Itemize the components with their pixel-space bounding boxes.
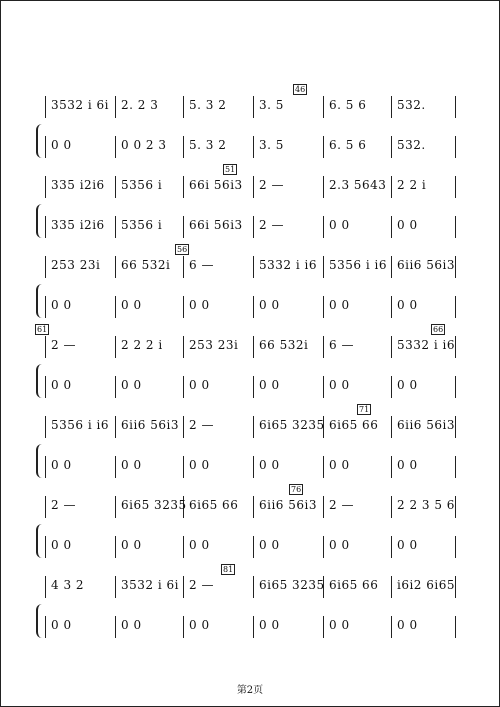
measure-notes: i6i2 6i65 — [397, 578, 456, 592]
bar-line — [115, 296, 116, 318]
bar-line — [183, 536, 184, 558]
bar-line — [455, 176, 456, 198]
bar-line — [183, 416, 184, 438]
upper-staff — [45, 416, 455, 438]
rehearsal-mark: 61 — [37, 325, 48, 334]
bar-line — [391, 376, 392, 398]
measure-notes: 6i65 66 — [189, 498, 239, 512]
bar-line — [115, 576, 116, 598]
bar-line — [455, 256, 456, 278]
bar-line — [455, 296, 456, 318]
bar-line — [115, 136, 116, 158]
bar-line — [391, 136, 392, 158]
measure-notes: 0 0 — [329, 218, 350, 232]
measure-notes: 0 0 — [259, 538, 280, 552]
measure-notes: 66i 56i3 — [189, 178, 243, 192]
bar-line — [183, 96, 184, 118]
upper-staff — [45, 256, 455, 278]
bar-line — [253, 416, 254, 438]
bar-line — [115, 416, 116, 438]
measure-notes: 5. 3 2 — [189, 98, 227, 112]
bar-line — [45, 256, 46, 278]
bar-line — [183, 376, 184, 398]
bar-line — [253, 216, 254, 238]
bar-line — [323, 96, 324, 118]
upper-staff — [45, 336, 455, 358]
rehearsal-mark: 46 — [295, 85, 306, 94]
bar-line — [115, 496, 116, 518]
measure-notes: 6i65 3235 — [259, 578, 325, 592]
measure-notes: 6ii6 56i3 — [397, 418, 456, 432]
measure-notes: 0 0 — [51, 138, 72, 152]
bar-line — [455, 336, 456, 358]
bar-line — [323, 456, 324, 478]
bar-line — [45, 456, 46, 478]
bar-line — [45, 336, 46, 358]
bar-line — [455, 496, 456, 518]
bar-line — [323, 176, 324, 198]
measure-notes: 2 2 i — [397, 178, 427, 192]
measure-notes: 5332 i i6 — [397, 338, 455, 352]
bar-line — [115, 616, 116, 638]
measure-notes: 335 i2i6 — [51, 218, 105, 232]
bar-line — [253, 576, 254, 598]
rehearsal-mark: 76 — [291, 485, 302, 494]
bar-line — [455, 576, 456, 598]
bar-line — [45, 96, 46, 118]
measure-notes: 0 0 — [397, 458, 418, 472]
measure-notes: 335 i2i6 — [51, 178, 105, 192]
bar-line — [253, 136, 254, 158]
bar-line — [253, 496, 254, 518]
measure-notes: 0 0 — [259, 618, 280, 632]
bar-line — [323, 616, 324, 638]
bar-line — [391, 616, 392, 638]
measure-notes: 6ii6 56i3 — [259, 498, 318, 512]
bar-line — [323, 136, 324, 158]
bar-line — [183, 576, 184, 598]
lower-staff — [45, 616, 455, 638]
measure-notes: 0 0 — [397, 378, 418, 392]
bar-line — [183, 296, 184, 318]
bar-line — [455, 216, 456, 238]
bar-line — [183, 136, 184, 158]
bar-line — [45, 416, 46, 438]
measure-notes: 0 0 — [329, 618, 350, 632]
bar-line — [391, 336, 392, 358]
measure-notes: 253 23i — [51, 258, 101, 272]
bar-line — [253, 336, 254, 358]
measure-notes: 0 0 — [121, 618, 142, 632]
measure-notes: 0 0 — [397, 298, 418, 312]
measure-notes: 3532 i 6i — [51, 98, 109, 112]
bar-line — [115, 536, 116, 558]
lower-staff — [45, 296, 455, 318]
measure-notes: 2 — — [51, 498, 76, 512]
bar-line — [183, 176, 184, 198]
bar-line — [253, 256, 254, 278]
bar-line — [45, 296, 46, 318]
bar-line — [391, 496, 392, 518]
bar-line — [455, 136, 456, 158]
measure-notes: 0 0 — [329, 378, 350, 392]
bar-line — [391, 176, 392, 198]
measure-notes: 5356 i i6 — [329, 258, 387, 272]
measure-notes: 5. 3 2 — [189, 138, 227, 152]
measure-notes: 3. 5 — [259, 98, 284, 112]
bar-line — [391, 416, 392, 438]
measure-notes: 0 0 — [397, 618, 418, 632]
lower-staff — [45, 136, 455, 158]
measure-notes: 2 2 2 i — [121, 338, 163, 352]
bar-line — [253, 456, 254, 478]
measure-notes: 0 0 — [397, 218, 418, 232]
bar-line — [391, 256, 392, 278]
bar-line — [45, 376, 46, 398]
bar-line — [323, 376, 324, 398]
bar-line — [455, 376, 456, 398]
measure-notes: 6i65 3235 — [121, 498, 187, 512]
measure-notes: 6. 5 6 — [329, 98, 367, 112]
bar-line — [45, 496, 46, 518]
upper-staff — [45, 576, 455, 598]
bar-line — [391, 456, 392, 478]
bar-line — [253, 96, 254, 118]
bar-line — [45, 616, 46, 638]
measure-notes: 0 0 — [189, 618, 210, 632]
measure-notes: 5356 i — [121, 178, 163, 192]
bar-line — [323, 256, 324, 278]
measure-notes: 2 2 3 5 6 — [397, 498, 455, 512]
bar-line — [115, 336, 116, 358]
bar-line — [183, 336, 184, 358]
bar-line — [115, 216, 116, 238]
bar-line — [115, 456, 116, 478]
bar-line — [391, 96, 392, 118]
measure-notes: 2 — — [259, 178, 284, 192]
measure-notes: 0 0 — [259, 378, 280, 392]
measure-notes: 5356 i i6 — [51, 418, 109, 432]
bar-line — [45, 176, 46, 198]
bar-line — [391, 576, 392, 598]
bar-line — [323, 216, 324, 238]
measure-notes: 0 0 — [121, 378, 142, 392]
measure-notes: 6 — — [189, 258, 214, 272]
measure-notes: 6i65 3235 — [259, 418, 325, 432]
bar-line — [253, 376, 254, 398]
measure-notes: 2 — — [51, 338, 76, 352]
measure-notes: 2. 2 3 — [121, 98, 159, 112]
measure-notes: 0 0 — [51, 538, 72, 552]
bar-line — [323, 496, 324, 518]
measure-notes: 5332 i i6 — [259, 258, 317, 272]
measure-notes: 532. — [397, 98, 426, 112]
measure-notes: 4 3 2 — [51, 578, 85, 592]
measure-notes: 66i 56i3 — [189, 218, 243, 232]
bar-line — [183, 256, 184, 278]
measure-notes: 0 0 — [329, 458, 350, 472]
measure-notes: 3. 5 — [259, 138, 284, 152]
bar-line — [183, 616, 184, 638]
upper-staff — [45, 496, 455, 518]
measure-notes: 0 0 — [329, 538, 350, 552]
measure-notes: 0 0 — [121, 298, 142, 312]
measure-notes: 0 0 — [51, 378, 72, 392]
measure-notes: 66 532i — [259, 338, 309, 352]
bar-line — [253, 176, 254, 198]
measure-notes: 0 0 — [259, 458, 280, 472]
measure-notes: 0 0 — [189, 298, 210, 312]
upper-staff — [45, 176, 455, 198]
measure-notes: 0 0 — [329, 298, 350, 312]
measure-notes: 2.3 5643 — [329, 178, 387, 192]
measure-notes: 2 — — [329, 498, 354, 512]
bar-line — [183, 216, 184, 238]
lower-staff — [45, 536, 455, 558]
lower-staff — [45, 456, 455, 478]
bar-line — [323, 296, 324, 318]
bar-line — [455, 616, 456, 638]
bar-line — [455, 456, 456, 478]
lower-staff — [45, 376, 455, 398]
bar-line — [455, 96, 456, 118]
bar-line — [323, 536, 324, 558]
measure-notes: 0 0 — [397, 538, 418, 552]
bar-line — [323, 336, 324, 358]
upper-staff — [45, 96, 455, 118]
measure-notes: 2 — — [189, 418, 214, 432]
measure-notes: 6i65 66 — [329, 578, 379, 592]
measure-notes: 0 0 — [51, 298, 72, 312]
bar-line — [45, 216, 46, 238]
bar-line — [115, 376, 116, 398]
measure-notes: 6i65 66 — [329, 418, 379, 432]
rehearsal-mark: 56 — [177, 245, 188, 254]
measure-notes: 0 0 — [51, 458, 72, 472]
rehearsal-mark: 51 — [225, 165, 236, 174]
bar-line — [45, 536, 46, 558]
measure-notes: 66 532i — [121, 258, 171, 272]
rehearsal-mark: 81 — [223, 565, 234, 574]
bar-line — [253, 296, 254, 318]
bar-line — [115, 176, 116, 198]
measure-notes: 2 — — [189, 578, 214, 592]
measure-notes: 0 0 — [189, 378, 210, 392]
rehearsal-mark: 66 — [433, 325, 444, 334]
measure-notes: 6ii6 56i3 — [121, 418, 180, 432]
bar-line — [45, 576, 46, 598]
measure-notes: 3532 i 6i — [121, 578, 179, 592]
measure-notes: 0 0 2 3 — [121, 138, 167, 152]
measure-notes: 0 0 — [259, 298, 280, 312]
measure-notes: 253 23i — [189, 338, 239, 352]
bar-line — [391, 536, 392, 558]
measure-notes: 532. — [397, 138, 426, 152]
bar-line — [115, 96, 116, 118]
rehearsal-mark: 71 — [359, 405, 370, 414]
measure-notes: 0 0 — [189, 538, 210, 552]
measure-notes: 0 0 — [189, 458, 210, 472]
measure-notes: 6 — — [329, 338, 354, 352]
bar-line — [391, 216, 392, 238]
measure-notes: 0 0 — [51, 618, 72, 632]
bar-line — [115, 256, 116, 278]
bar-line — [45, 136, 46, 158]
bar-line — [183, 456, 184, 478]
measure-notes: 6ii6 56i3 — [397, 258, 456, 272]
measure-notes: 0 0 — [121, 458, 142, 472]
bar-line — [455, 536, 456, 558]
measure-notes: 2 — — [259, 218, 284, 232]
bar-line — [253, 616, 254, 638]
measure-notes: 0 0 — [121, 538, 142, 552]
lower-staff — [45, 216, 455, 238]
measure-notes: 5356 i — [121, 218, 163, 232]
bar-line — [391, 296, 392, 318]
measure-notes: 6. 5 6 — [329, 138, 367, 152]
bar-line — [455, 416, 456, 438]
bar-line — [253, 536, 254, 558]
page-number: 第2页 — [236, 685, 264, 696]
